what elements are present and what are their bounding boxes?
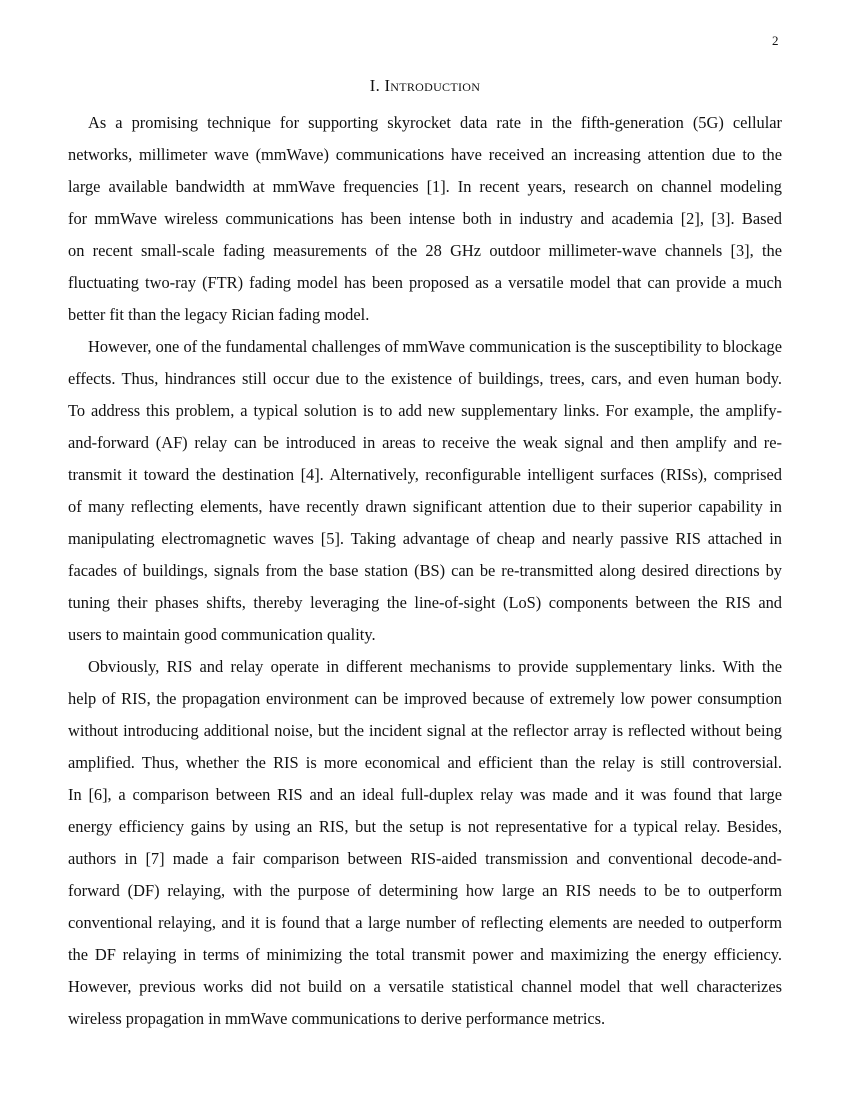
- text-line: authors in [7] made a fair comparison between RIS-aided transmission and conventional decode-and-: [68, 849, 782, 868]
- text-line: of many reflecting elements, have recently drawn significant attention due to their superior capability in: [68, 497, 782, 516]
- text-line: energy efficiency gains by using an RIS, but the setup is not representative for a typical relay. Besides,: [68, 817, 782, 836]
- text-line: better fit than the legacy Rician fading model.: [68, 305, 370, 324]
- text-line: amplified. Thus, whether the RIS is more economical and efficient than the relay is still controversial.: [68, 753, 782, 772]
- text-line: Obviously, RIS and relay operate in different mechanisms to provide supplementary links. With the: [88, 657, 782, 676]
- text-line: In [6], a comparison between RIS and an ideal full-duplex relay was made and it was found that large: [68, 785, 782, 804]
- text-line: manipulating electromagnetic waves [5]. Taking advantage of cheap and nearly passive RIS attached in: [68, 529, 782, 548]
- text-line: and-forward (AF) relay can be introduced in areas to receive the weak signal and then amplify and re-: [68, 433, 782, 452]
- text-line: To address this problem, a typical solution is to add new supplementary links. For example, the amplify-: [68, 401, 782, 420]
- text-line: transmit it toward the destination [4]. Alternatively, reconfigurable intelligent surfaces (RISs), comprised: [68, 465, 782, 484]
- section-heading: [0, 76, 850, 96]
- text-line: fluctuating two-ray (FTR) fading model has been proposed as a versatile model that can provide a much: [68, 273, 782, 292]
- text-line: However, previous works did not build on a versatile statistical channel model that well characterizes: [68, 977, 782, 996]
- document-body: [68, 107, 782, 1035]
- text-line: conventional relaying, and it is found that a large number of reflecting elements are needed to outperform: [68, 913, 782, 932]
- text-line: effects. Thus, hindrances still occur due to the existence of buildings, trees, cars, and even human body.: [68, 369, 782, 388]
- paragraph: [68, 107, 782, 331]
- text-line: without introducing additional noise, but the incident signal at the reflector array is reflected without being: [68, 721, 782, 740]
- text-line: wireless propagation in mmWave communications to derive performance metrics.: [68, 1009, 606, 1028]
- text-line: tuning their phases shifts, thereby leveraging the line-of-sight (LoS) components between the RIS and: [68, 593, 782, 612]
- page-number: 2: [772, 33, 779, 48]
- text-line: forward (DF) relaying, with the purpose of determining how large an RIS needs to be to outperform: [68, 881, 782, 900]
- text-line: for mmWave wireless communications has been intense both in industry and academia [2], [3]. Based: [68, 209, 782, 228]
- section-title: Introduction: [384, 76, 481, 95]
- text-line: users to maintain good communication quality.: [68, 625, 376, 644]
- paragraph: [68, 651, 782, 1035]
- paragraph: [68, 331, 782, 651]
- text-line: networks, millimeter wave (mmWave) communications have received an increasing attention due to the: [68, 145, 782, 164]
- text-line: large available bandwidth at mmWave frequencies [1]. In recent years, research on channel modeling: [68, 177, 782, 196]
- text-line: help of RIS, the propagation environment can be improved because of extremely low power consumption: [68, 689, 782, 708]
- section-number: I.: [369, 76, 381, 95]
- text-line: facades of buildings, signals from the base station (BS) can be re-transmitted along desired directions by: [68, 561, 782, 580]
- text-line: on recent small-scale fading measurements of the 28 GHz outdoor millimeter-wave channels [3], the: [68, 241, 782, 260]
- text-line: As a promising technique for supporting skyrocket data rate in the fifth-generation (5G) cellular: [88, 113, 782, 132]
- text-line: However, one of the fundamental challenges of mmWave communication is the susceptibility to blockage: [88, 337, 782, 356]
- text-line: the DF relaying in terms of minimizing the total transmit power and maximizing the energy efficiency.: [68, 945, 782, 964]
